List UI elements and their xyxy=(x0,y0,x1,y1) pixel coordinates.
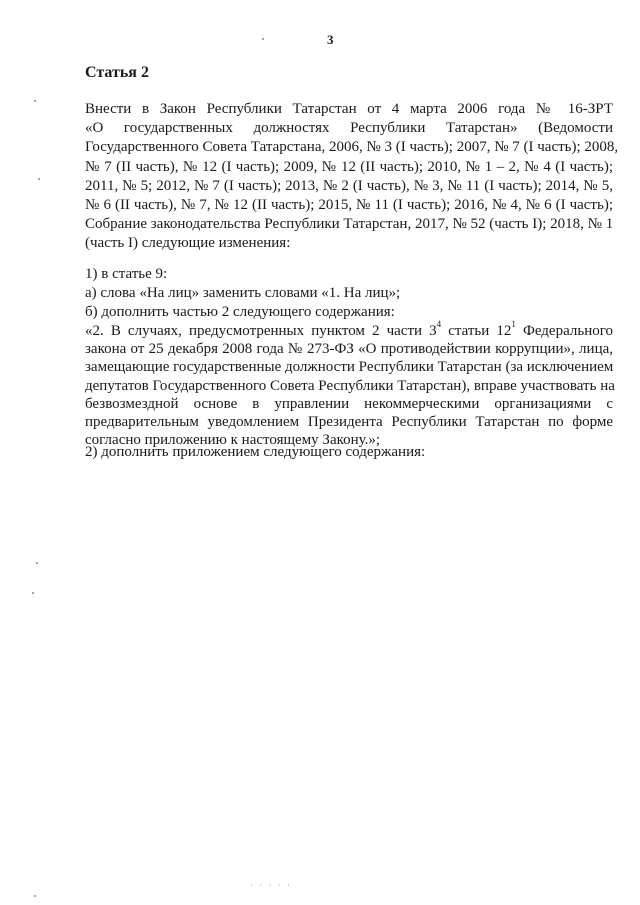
article-title: Статья 2 xyxy=(85,64,149,81)
superscript: 1 xyxy=(511,319,516,329)
scan-speck xyxy=(36,562,38,564)
intro-line: № 6 (II часть), № 7, № 12 (II часть); 2015, № 11 (I часть); 2016, № 4, № 6 (I часть); xyxy=(85,197,613,214)
scan-artifact: · · · · · xyxy=(250,880,292,890)
list-item-1a: а) слова «На лиц» заменить словами «1. На лиц»; xyxy=(85,285,401,302)
intro-line: Собрание законодательства Республики Татарстан, 2017, № 52 (часть I); 2018, № 1 xyxy=(85,216,614,233)
scan-speck xyxy=(32,592,34,594)
intro-line: Государственного Совета Татарстана, 2006, № 3 (I часть); 2007, № 7 (I часть); 2008, xyxy=(85,139,619,156)
amendment-line: предварительным уведомлением Президента Республики Татарстан по форме xyxy=(85,414,613,431)
list-item-1b: б) дополнить частью 2 следующего содержания: xyxy=(85,304,395,321)
items-list xyxy=(85,265,613,323)
amendment-text: Федерального xyxy=(515,323,614,339)
amendment-line: депутатов Государственного Совета Республики Татарстан), вправе участвовать на xyxy=(85,377,615,394)
amendment-line: замещающие государственные должности Республики Татарстан (за исключением xyxy=(85,359,614,376)
page-number: 3 xyxy=(327,32,334,47)
list-item-1: 1) в статье 9: xyxy=(85,266,168,282)
scan-speck xyxy=(34,895,36,897)
amendment-text: статьи 12 xyxy=(441,323,512,339)
item-2-block xyxy=(85,443,613,462)
list-item-2: 2) дополнить приложением следующего содержания: xyxy=(85,444,426,460)
amendment-line: согласно приложению к настоящему Закону.»; xyxy=(85,432,381,449)
amendment-line-1 xyxy=(85,319,614,340)
intro-line: Внести в Закон Республики Татарстан от 4 марта 2006 года № 16-ЗРТ xyxy=(85,101,613,117)
intro-paragraph xyxy=(85,100,619,254)
scan-speck xyxy=(38,178,40,180)
scan-speck xyxy=(262,38,264,40)
intro-line: 2011, № 5; 2012, № 7 (I часть); 2013, № 2 (I часть), № 3, № 11 (I часть); 2014, № 5, xyxy=(85,177,613,194)
scan-speck xyxy=(34,100,36,102)
amendment-line: безвозмездной основе в управлении некоммерческими организациями с xyxy=(85,395,613,412)
amendment-text: «2. В случаях, предусмотренных пунктом 2 части 3 xyxy=(85,323,437,339)
intro-line: «О государственных должностях Республики Татарстан» (Ведомости xyxy=(85,120,613,137)
intro-line: (часть I) следующие изменения: xyxy=(85,235,291,252)
superscript: 4 xyxy=(436,319,442,329)
amendment-paragraph xyxy=(85,319,615,449)
amendment-line: закона от 25 декабря 2008 года № 273-ФЗ «О противодействии коррупции», лица, xyxy=(85,341,613,358)
intro-line: № 7 (II часть), № 12 (I часть); 2009, № 12 (II часть); 2010, № 1 – 2, № 4 (I часть); xyxy=(85,158,613,175)
